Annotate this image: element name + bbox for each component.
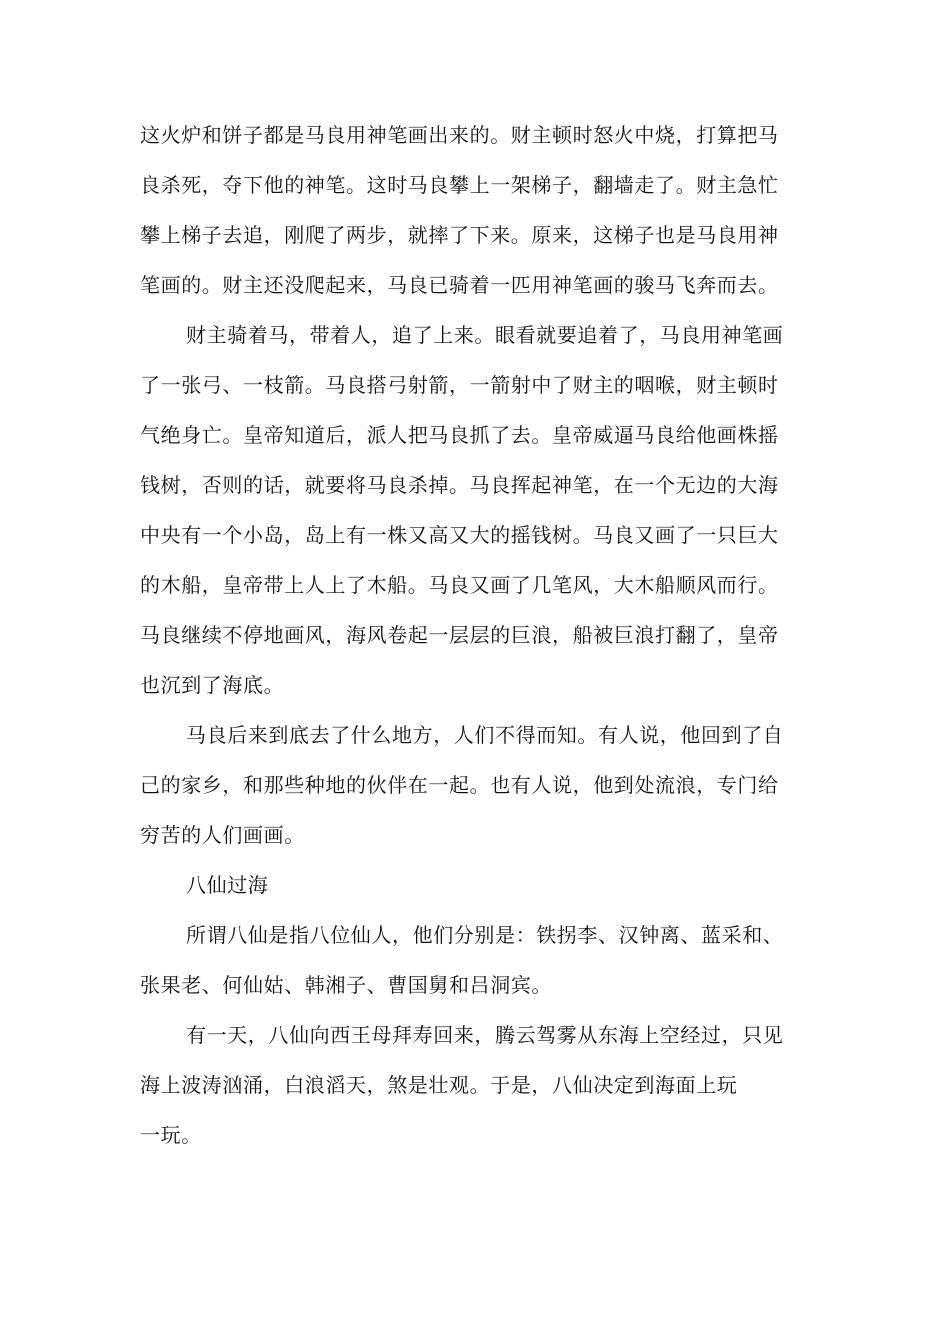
- section-heading: 八仙过海: [186, 873, 269, 897]
- text-line: 了一张弓、一枝箭。马良搭弓射箭，一箭射中了财主的咽喉，财主顿时: [140, 373, 779, 397]
- text-line: 有一天，八仙向西王母拜寿回来，腾云驾雾从东海上空经过，只见: [186, 1023, 784, 1047]
- text-line: 这火炉和饼子都是马良用神笔画出来的。财主顿时怒火中烧，打算把马: [140, 123, 779, 147]
- text-line: 张果老、何仙姑、韩湘子、曹国舅和吕洞宾。: [140, 973, 552, 997]
- text-line: 也沉到了海底。: [140, 673, 285, 697]
- text-line: 攀上梯子去追，刚爬了两步，就摔了下来。原来，这梯子也是马良用神: [140, 223, 779, 247]
- document-body: [140, 110, 830, 1160]
- text-line: 财主骑着马，带着人，追了上来。眼看就要追着了，马良用神笔画: [186, 323, 784, 347]
- text-line: 的木船，皇帝带上人上了木船。马良又画了几笔风，大木船顺风而行。: [140, 573, 779, 597]
- text-line: 气绝身亡。皇帝知道后，派人把马良抓了去。皇帝威逼马良给他画株摇: [140, 423, 779, 447]
- text-line: 良杀死，夺下他的神笔。这时马良攀上一架梯子，翻墙走了。财主急忙: [140, 173, 779, 197]
- text-line: 中央有一个小岛，岛上有一株又高又大的摇钱树。马良又画了一只巨大: [140, 523, 779, 547]
- text-line: 海上波涛汹涌，白浪滔天，煞是壮观。于是，八仙决定到海面上玩: [140, 1073, 738, 1097]
- text-line: 所谓八仙是指八位仙人，他们分别是：铁拐李、汉钟离、蓝采和、: [186, 923, 784, 947]
- text-line: 马良后来到底去了什么地方，人们不得而知。有人说，他回到了自: [186, 723, 784, 747]
- text-line: 穷苦的人们画画。: [140, 823, 305, 847]
- text-line: 钱树，否则的话，就要将马良杀掉。马良挥起神笔，在一个无边的大海: [140, 473, 779, 497]
- text-line: 己的家乡，和那些种地的伙伴在一起。也有人说，他到处流浪，专门给: [140, 773, 779, 797]
- text-line: 一玩。: [140, 1123, 202, 1147]
- text-line: 笔画的。财主还没爬起来，马良已骑着一匹用神笔画的骏马飞奔而去。: [140, 273, 779, 297]
- text-line: 马良继续不停地画风，海风卷起一层层的巨浪，船被巨浪打翻了，皇帝: [140, 623, 779, 647]
